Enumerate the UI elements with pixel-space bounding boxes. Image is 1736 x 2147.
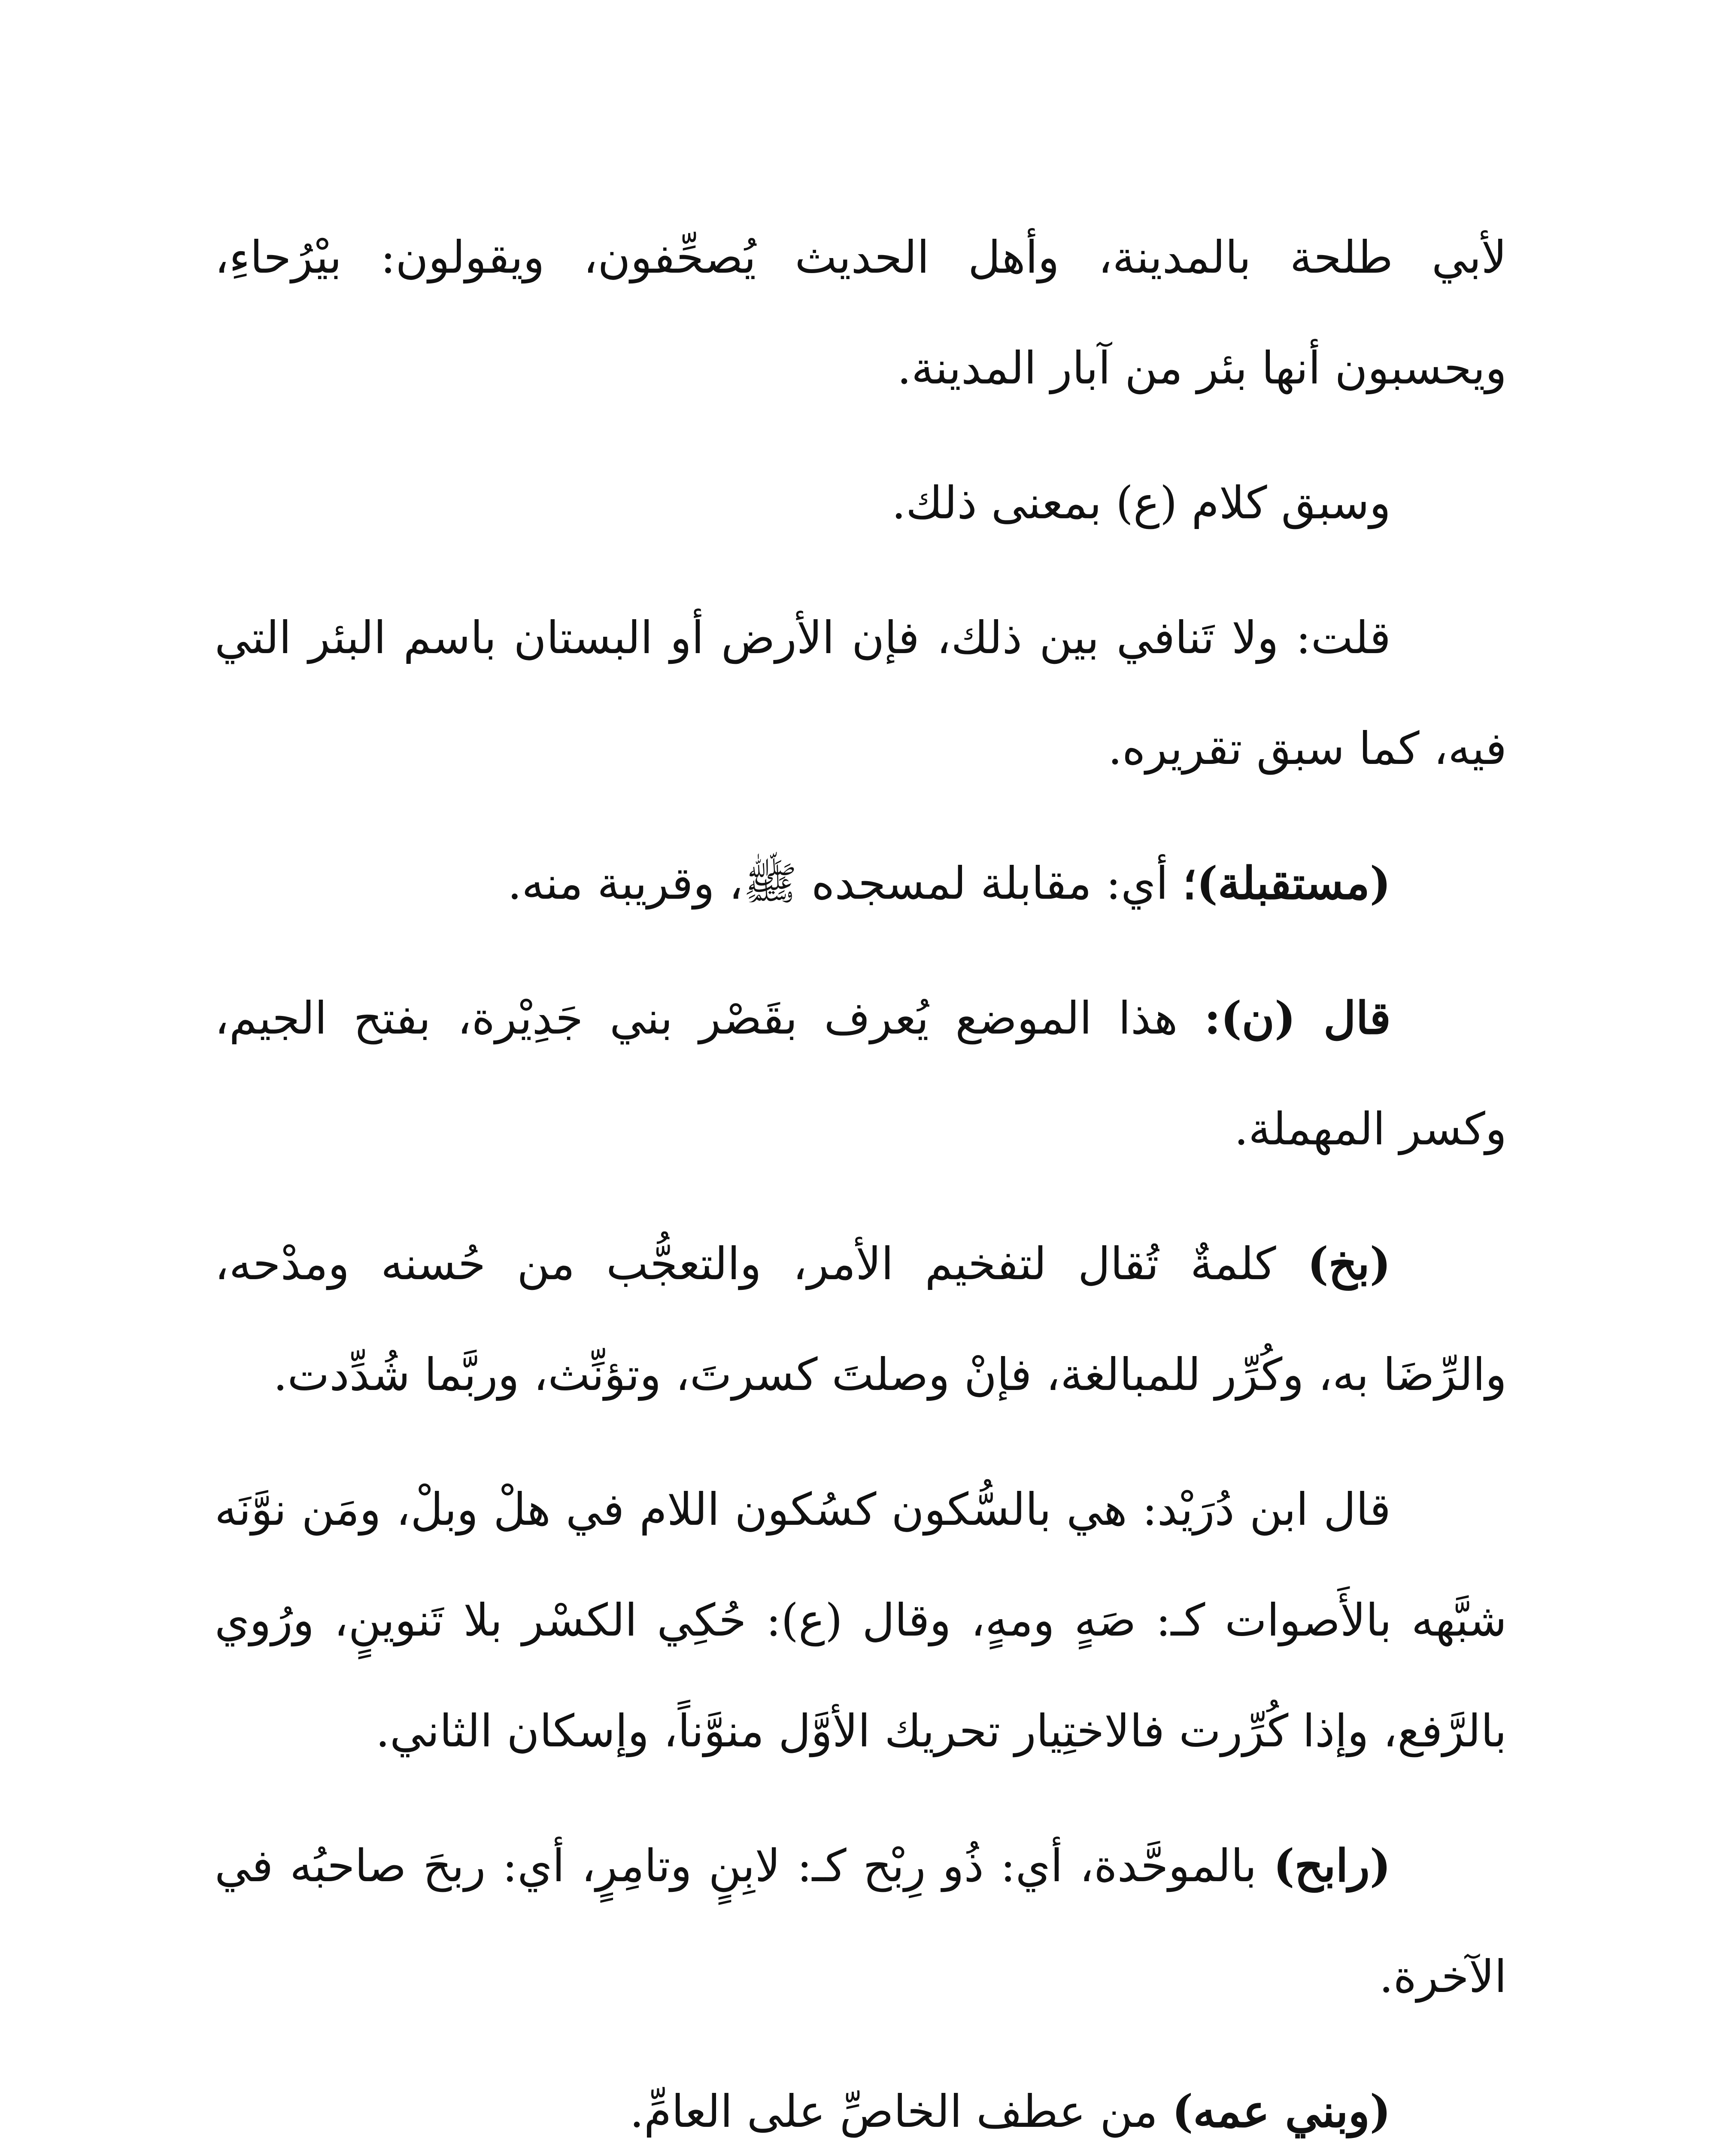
paragraph-2-text: وسبق كلام (ع) بمعنى ذلك.	[892, 477, 1391, 529]
paragraph-8-text: بالموحَّدة، أي: ذُو رِبْح كـ: لابِنٍ وتامِرٍ، أي: ربحَ صاحبُه في الآخرة.	[215, 1840, 1507, 2003]
paragraph-4	[215, 828, 1507, 939]
paragraph-6	[215, 1208, 1507, 1430]
paragraph-7	[215, 1454, 1507, 1786]
paragraph-5-text: هذا الموضع يُعرف بقَصْر بني جَدِيْرة، بفتح الجيم، وكسر المهملة.	[215, 992, 1507, 1155]
paragraph-9-lemma: (وبني عمه)	[1172, 2085, 1391, 2138]
paragraph-8	[215, 1810, 1507, 2032]
paragraph-2	[215, 447, 1507, 558]
paragraph-3	[215, 582, 1507, 804]
paragraph-9	[215, 2056, 1507, 2147]
paragraph-1-text: لأبي طلحة بالمدينة، وأهل الحديث يُصحِّفون، ويقولون: بيْرُحاءِ، ويحسبون أنها بئر من آبار المدينة.	[215, 231, 1507, 394]
paragraph-7-text: قال ابن دُرَيْد: هي بالسُّكون كسُكون اللام في هلْ وبلْ، ومَن نوَّنَه شبَّهه بالأَصوات كـ: صَهٍ ومهٍ، وقال (ع): حُكِي الكسْر بلا تَنوينٍ، ورُوي بالرَّفع، وإذا كُرِّرت فالاختِيار تحريك الأوَّل منوَّناً، وإسكان الثاني.	[215, 1483, 1507, 1757]
paragraph-5-lemma: قال (ن):	[1204, 991, 1391, 1044]
page-body	[215, 202, 1507, 2147]
paragraph-6-text: كلمةٌ تُقال لتفخيم الأمر، والتعجُّب من حُسنه ومدْحه، والرِّضَا به، وكُرِّر للمبالغة، فإنْ وصلتَ كسرتَ، وتؤنِّث، وربَّما شُدِّدت.	[215, 1238, 1507, 1401]
paragraph-4-lemma: (مستقبلة)؛	[1182, 857, 1391, 909]
paragraph-4-text: أي: مقابلة لمسجده ﷺ، وقريبة منه.	[507, 857, 1183, 909]
paragraph-1	[215, 202, 1507, 423]
paragraph-3-text: قلت: ولا تَنافي بين ذلك، فإن الأرض أو البستان باسم البئر التي فيه، كما سبق تقريره.	[215, 611, 1507, 775]
paragraph-9-text: من عطف الخاصِّ على العامِّ.	[629, 2085, 1172, 2138]
paragraph-8-lemma: (رابح)	[1273, 1839, 1391, 1892]
paragraph-6-lemma: (بخ)	[1307, 1237, 1391, 1290]
paragraph-5	[215, 963, 1507, 1184]
